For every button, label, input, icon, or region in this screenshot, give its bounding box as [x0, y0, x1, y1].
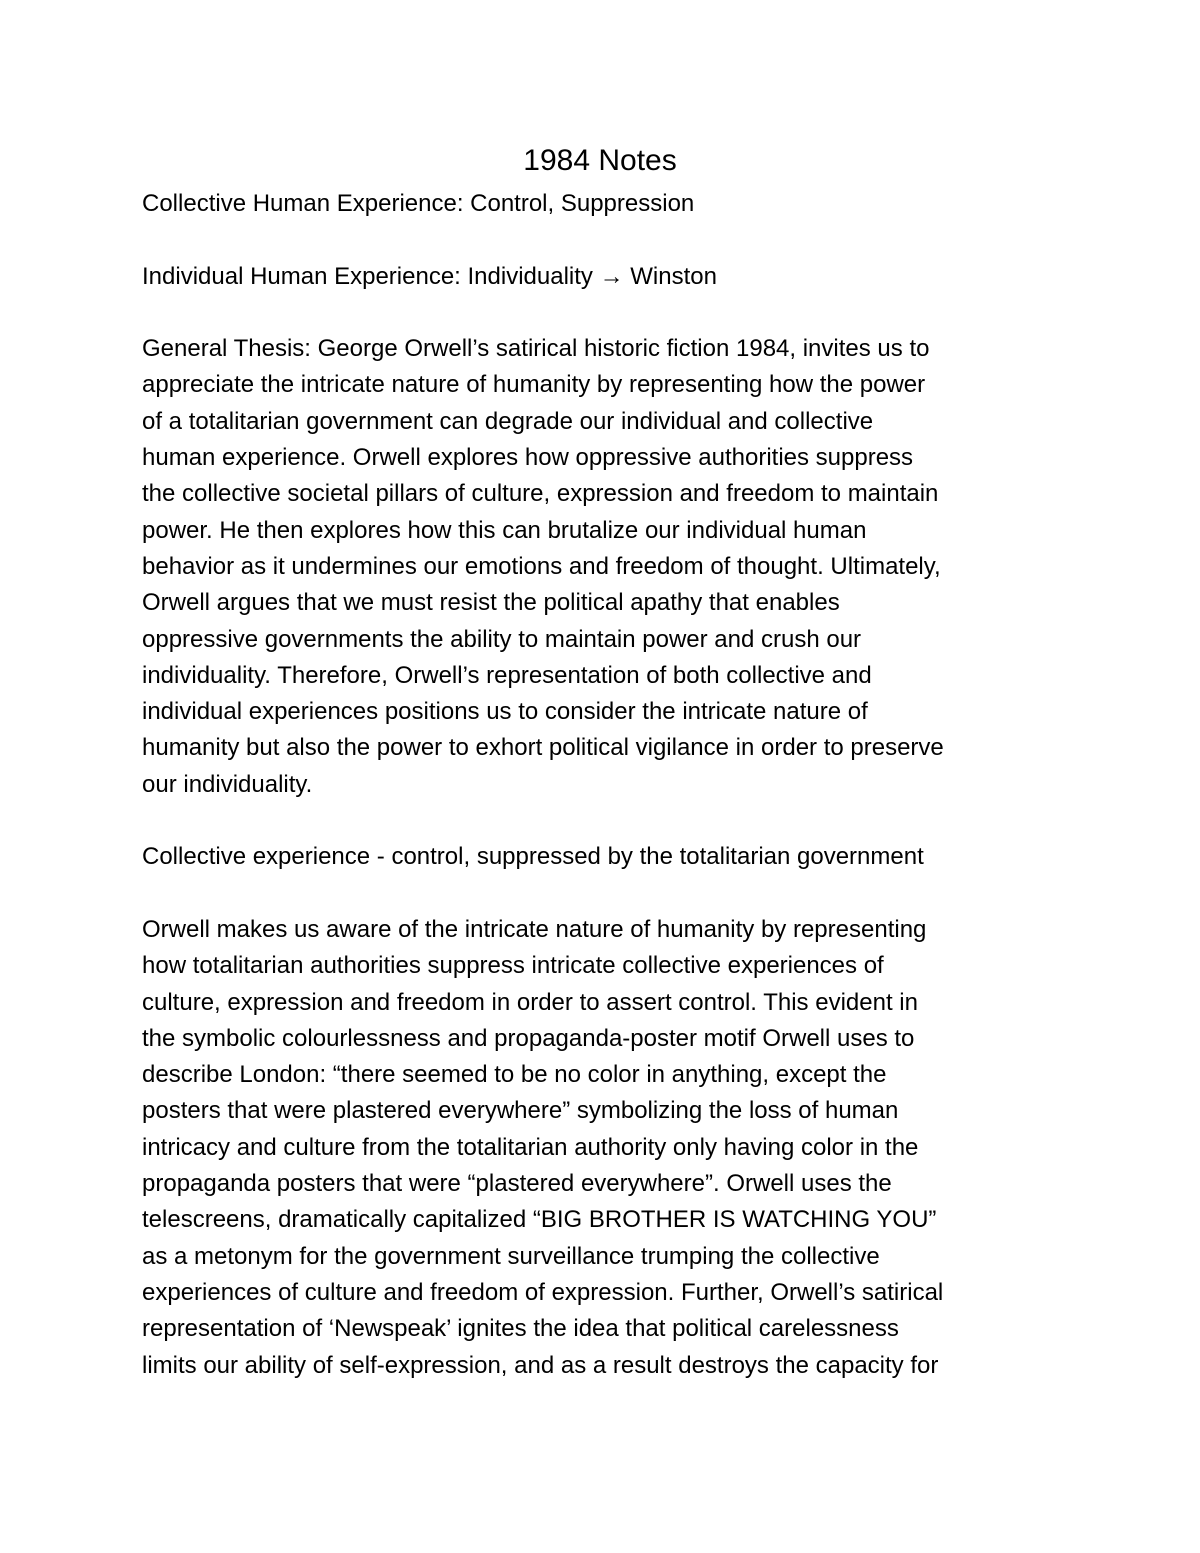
thesis-line: individuality. Therefore, Orwell’s representation of both collective and [142, 661, 872, 689]
document-title: 1984 Notes [523, 144, 677, 177]
analysis-paragraph [142, 912, 1072, 1384]
individual-experience-heading: Individual Human Experience: Individuality → Winston [142, 262, 717, 290]
analysis-line: how totalitarian authorities suppress intricate collective experiences of [142, 952, 884, 980]
paragraph-spacer [142, 222, 1072, 258]
paragraph-spacer [142, 803, 1072, 839]
analysis-line: intricacy and culture from the totalitarian authority only having color in the [142, 1133, 919, 1161]
analysis-line: culture, expression and freedom in order to assert control. This evident in [142, 988, 918, 1016]
analysis-line: telescreens, dramatically capitalized “BIG BROTHER IS WATCHING YOU” [142, 1206, 937, 1234]
analysis-line: posters that were plastered everywhere” symbolizing the loss of human [142, 1097, 899, 1125]
analysis-line: propaganda posters that were “plastered everywhere”. Orwell uses the [142, 1170, 892, 1198]
paragraph-spacer [142, 295, 1072, 331]
analysis-line: representation of ‘Newspeak’ ignites the idea that political carelessness [142, 1315, 899, 1343]
thesis-line: oppressive governments the ability to maintain power and crush our [142, 625, 862, 653]
thesis-line: the collective societal pillars of culture, expression and freedom to maintain [142, 480, 939, 508]
thesis-line: behavior as it undermines our emotions and freedom of thought. Ultimately, [142, 552, 941, 580]
thesis-line: of a totalitarian government can degrade our individual and collective [142, 407, 874, 435]
thesis-line: appreciate the intricate nature of humanity by representing how the power [142, 371, 926, 399]
document-body [142, 186, 1072, 1384]
collective-experience-heading: Collective Human Experience: Control, Suppression [142, 190, 695, 217]
thesis-line: General Thesis: George Orwell’s satirical historic fiction 1984, invites us to [142, 335, 930, 363]
analysis-line: describe London: “there seemed to be no color in anything, except the [142, 1061, 887, 1089]
thesis-line: humanity but also the power to exhort political vigilance in order to preserve [142, 734, 944, 762]
thesis-line: human experience. Orwell explores how oppressive authorities suppress [142, 444, 914, 472]
section-heading: Collective experience - control, suppressed by the totalitarian government [142, 843, 924, 871]
thesis-line: power. He then explores how this can brutalize our individual human [142, 516, 867, 544]
thesis-line: individual experiences positions us to consider the intricate nature of [142, 698, 868, 726]
analysis-line: Orwell makes us aware of the intricate nature of humanity by representing [142, 915, 927, 943]
thesis-line: Orwell argues that we must resist the political apathy that enables [142, 589, 840, 617]
analysis-line: as a metonym for the government surveillance trumping the collective [142, 1242, 880, 1270]
general-thesis-paragraph [142, 331, 1072, 803]
analysis-line: the symbolic colourlessness and propaganda-poster motif Orwell uses to [142, 1024, 915, 1052]
analysis-line: limits our ability of self-expression, and as a result destroys the capacity for [142, 1351, 939, 1379]
paragraph-spacer [142, 876, 1072, 912]
thesis-line: our individuality. [142, 770, 313, 798]
analysis-line: experiences of culture and freedom of expression. Further, Orwell’s satirical [142, 1278, 944, 1306]
